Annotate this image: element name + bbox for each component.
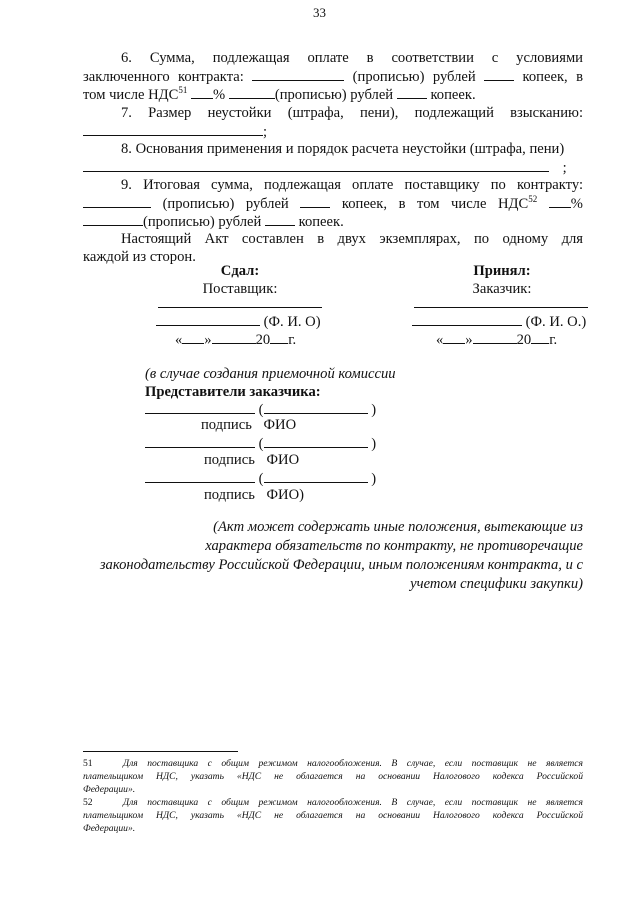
item6-line1: 6. Сумма, подлежащая оплате в соответствии с условиями	[121, 50, 583, 66]
footnote-separator	[83, 751, 238, 752]
item6-text-vat: том числе НДС	[83, 87, 179, 103]
item7-line1: 7. Размер неустойки (штрафа, пени), подлежащий взысканию:	[121, 105, 583, 121]
remark-line1: (Акт может содержать иные положения, вытекающие из	[213, 519, 583, 535]
close-paren: )	[371, 436, 377, 452]
left-fio-blank	[156, 312, 260, 326]
close-paren: )	[371, 471, 377, 487]
footnote-51-line1	[83, 758, 583, 770]
vat-kopecks-blank	[397, 85, 427, 99]
right-day-blank	[443, 330, 465, 344]
commission-caption-2	[204, 451, 299, 469]
right-year-blank	[531, 330, 549, 344]
footnote-52-line2: плательщиком НДС, указать «НДС не облагается на основании Налогового кодекса Российской	[83, 810, 583, 821]
item9-line1: 9. Итоговая сумма, подлежащая оплате поставщику по контракту:	[121, 177, 583, 193]
closing-line1: Настоящий Акт составлен в двух экземплярах, по одному для	[121, 231, 583, 247]
item9-line2	[83, 194, 583, 213]
left-role: Поставщик:	[202, 281, 278, 297]
sign-caption: подпись	[204, 487, 255, 503]
fio-caption: ФИО	[263, 417, 297, 433]
fio-caption: ФИО)	[266, 487, 304, 503]
item7-line2	[83, 122, 583, 141]
item6-text-d: (прописью) рублей	[274, 87, 394, 103]
closing-line2: каждой из сторон.	[83, 249, 196, 265]
right-date-year: 20	[516, 332, 532, 348]
item8-end: ;	[562, 160, 567, 176]
vat-percent-blank	[191, 85, 213, 99]
item9-text-a: (прописью) рублей	[162, 196, 289, 212]
left-date	[175, 330, 296, 349]
left-signature-line	[158, 307, 322, 308]
fio-blank	[264, 434, 368, 448]
right-date	[436, 330, 557, 349]
footnote-number: 52	[83, 797, 93, 808]
amount-blank	[252, 67, 344, 81]
item7-end: ;	[263, 124, 268, 140]
item6-line3	[83, 85, 583, 104]
penalty-basis-blank	[83, 158, 549, 172]
total-vat-amount-blank	[83, 212, 143, 226]
right-date-mid: »	[465, 332, 473, 348]
right-fio-row	[412, 312, 586, 331]
item6-text-e: копеек.	[430, 87, 476, 103]
open-paren: (	[258, 471, 264, 487]
footnote-text: Для поставщика с общим режимом налогообложения. В случае, если поставщик не является	[123, 758, 583, 769]
item6-line2	[83, 67, 583, 86]
item8-line1: 8. Основания применения и порядок расчета неустойки (штрафа, пени)	[121, 141, 565, 157]
item9-line3	[83, 212, 583, 231]
close-paren: )	[371, 402, 377, 418]
remark-line4: учетом специфики закупки)	[410, 576, 583, 592]
right-fio-label: (Ф. И. О.)	[525, 314, 587, 330]
penalty-blank	[83, 122, 263, 136]
signature-blank	[145, 400, 255, 414]
signature-blank	[145, 434, 255, 448]
sign-caption: подпись	[201, 417, 252, 433]
item6-percent: %	[213, 87, 226, 103]
right-fio-blank	[412, 312, 522, 326]
right-role: Заказчик:	[472, 281, 532, 297]
fio-blank	[264, 469, 368, 483]
footnote-51-line2: плательщиком НДС, указать «НДС не облагается на основании Налогового кодекса Российской	[83, 771, 583, 782]
footnote-text: Для поставщика с общим режимом налогообложения. В случае, если поставщик не является	[123, 797, 583, 808]
right-heading: Принял:	[473, 263, 531, 279]
fio-blank	[264, 400, 368, 414]
left-day-blank	[182, 330, 204, 344]
right-date-end: г.	[549, 332, 558, 348]
left-year-blank	[270, 330, 288, 344]
commission-caption-1	[201, 416, 296, 434]
total-vat-kopecks-blank	[265, 212, 295, 226]
footnote-ref-51: 51	[178, 85, 188, 95]
footnote-ref-52: 52	[528, 194, 538, 204]
item6-text-a: заключенного контракта:	[83, 69, 244, 85]
left-date-end: г.	[288, 332, 297, 348]
signature-blank	[145, 469, 255, 483]
remark-line2: характера обязательств по контракту, не противоречащие	[205, 538, 583, 554]
item9-percent: %	[570, 196, 583, 212]
item6-text-c: копеек, в	[522, 69, 583, 85]
left-date-open: «	[175, 332, 183, 348]
left-heading: Сдал:	[220, 263, 260, 279]
commission-note: (в случае создания приемочной комиссии	[145, 366, 396, 382]
item6-text-b: (прописью) рублей	[352, 69, 476, 85]
open-paren: (	[258, 402, 264, 418]
item8-line2	[83, 158, 583, 177]
open-paren: (	[258, 436, 264, 452]
kopecks-blank	[484, 67, 514, 81]
sign-caption: подпись	[204, 452, 255, 468]
total-vat-percent-blank	[549, 194, 571, 208]
left-fio-label: (Ф. И. О)	[263, 314, 321, 330]
left-month-blank	[212, 330, 256, 344]
commission-caption-3	[204, 486, 304, 504]
footnote-number: 51	[83, 758, 93, 769]
item9-text-b: копеек, в том числе НДС	[341, 196, 529, 212]
item9-text-c: (прописью) рублей	[143, 214, 262, 230]
total-blank	[83, 194, 151, 208]
footnote-51-line3: Федерации».	[83, 784, 136, 795]
commission-heading: Представители заказчика:	[145, 384, 321, 400]
footnote-52-line1	[83, 797, 583, 809]
right-signature-line	[414, 307, 588, 308]
footnote-52-line3: Федерации».	[83, 823, 136, 834]
fio-caption: ФИО	[266, 452, 300, 468]
page-number: 33	[313, 5, 326, 20]
left-fio-row	[156, 312, 321, 331]
remark-line3: законодательству Российской Федерации, иным положениям контракта, и с	[99, 557, 583, 573]
right-date-open: «	[436, 332, 444, 348]
left-date-year: 20	[255, 332, 271, 348]
total-kopecks-blank	[300, 194, 330, 208]
left-date-mid: »	[204, 332, 212, 348]
vat-amount-blank	[229, 85, 275, 99]
item9-text-d: копеек.	[298, 214, 344, 230]
right-month-blank	[473, 330, 517, 344]
